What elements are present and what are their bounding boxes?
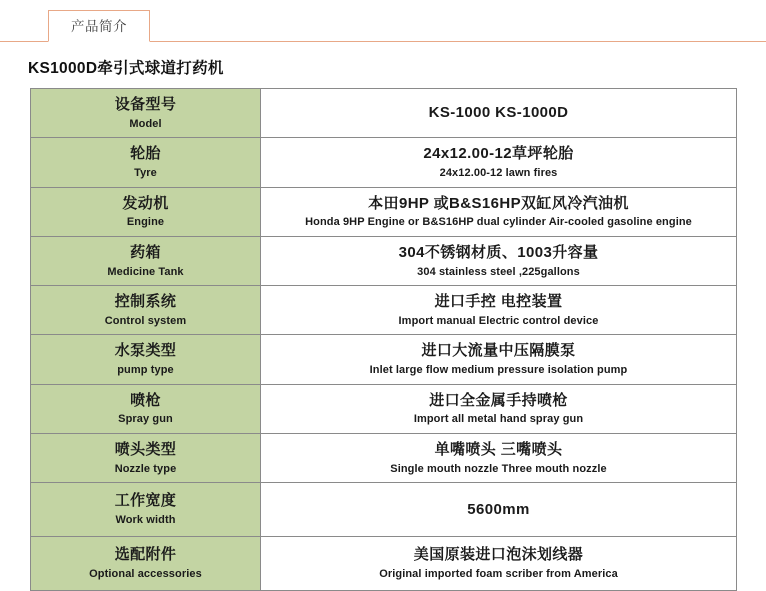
label-cn: 药箱 [130, 243, 161, 261]
label-cn: 选配附件 [114, 546, 177, 564]
label-en: pump type [117, 364, 174, 376]
label-en: Tyre [134, 167, 157, 179]
label-en: Work width [115, 514, 176, 527]
spec-value-cell [261, 187, 737, 236]
specification-table [30, 88, 737, 591]
table-row [31, 89, 737, 138]
spec-label-cell [31, 335, 261, 384]
tab-product-intro[interactable] [48, 10, 150, 42]
spec-label-cell [31, 384, 261, 433]
spec-value-cell [261, 236, 737, 285]
label-cn: 轮胎 [130, 145, 161, 163]
spec-label-cell [31, 537, 261, 591]
label-en: Engine [126, 216, 165, 229]
table-row [31, 187, 737, 236]
label-cn: 喷枪 [130, 391, 161, 409]
table-row [31, 384, 737, 433]
value-cn: 进口大流量中压隔膜泵 [421, 342, 576, 360]
spec-label-cell [31, 236, 261, 285]
value-en: 24x12.00-12 lawn fires [439, 167, 558, 179]
label-en: Medicine Tank [107, 265, 184, 278]
value-en: Inlet large flow medium pressure isolation pump [369, 364, 628, 376]
spec-label-cell [31, 286, 261, 335]
value-en: 304 stainless steel ,225gallons [417, 265, 580, 278]
spec-label-cell [31, 187, 261, 236]
table-row [31, 236, 737, 285]
label-cn: 发动机 [122, 194, 169, 212]
value-cn: 进口手控 电控装置 [434, 293, 563, 310]
table-row [31, 138, 737, 187]
spec-value-cell [261, 483, 737, 537]
table-row [31, 537, 737, 591]
label-cn: 水泵类型 [114, 342, 177, 360]
label-en: Model [129, 117, 162, 130]
label-en: Control system [104, 314, 187, 327]
spec-label-cell [31, 138, 261, 187]
spec-label-cell [31, 433, 261, 482]
label-cn: 设备型号 [114, 96, 177, 113]
tab-bar [0, 0, 766, 42]
spec-value-cell [261, 286, 737, 335]
value-cn: 美国原装进口泡沫划线器 [413, 546, 584, 564]
value-cn: 本田9HP 或B&S16HP双缸风冷汽油机 [368, 194, 629, 212]
label-en: Spray gun [118, 413, 173, 426]
value-en: Original imported foam scriber from America [379, 568, 618, 581]
page-title: KS1000D牵引式球道打药机 [28, 60, 224, 77]
value-cn: 单嘴喷头 三嘴喷头 [434, 440, 563, 458]
label-en: Nozzle type [114, 462, 177, 475]
spec-label-cell [31, 89, 261, 138]
value-cn: 304不锈钢材质、1003升容量 [398, 243, 599, 261]
table-row [31, 286, 737, 335]
value-en: Import manual Electric control device [398, 314, 599, 327]
label-en: Optional accessories [89, 568, 202, 581]
value-cn: 进口全金属手持喷枪 [429, 391, 568, 409]
spec-value-cell [261, 433, 737, 482]
spec-value-cell [261, 537, 737, 591]
label-cn: 工作宽度 [114, 492, 177, 510]
table-row [31, 483, 737, 537]
spec-value-cell [261, 89, 737, 138]
spec-value-cell [261, 138, 737, 187]
tab-label: 产品简介 [71, 19, 127, 34]
value-en: Import all metal hand spray gun [413, 413, 584, 426]
value-cn: 24x12.00-12草坪轮胎 [423, 145, 574, 163]
value-en: Single mouth nozzle Three mouth nozzle [390, 462, 607, 475]
value-cn: 5600mm [467, 500, 530, 518]
label-cn: 控制系统 [114, 293, 177, 310]
value-cn: KS-1000 KS-1000D [428, 104, 569, 122]
spec-value-cell [261, 335, 737, 384]
label-cn: 喷头类型 [114, 440, 177, 458]
table-row [31, 335, 737, 384]
spec-label-cell [31, 483, 261, 537]
table-row [31, 433, 737, 482]
table-body [31, 89, 737, 591]
spec-value-cell [261, 384, 737, 433]
value-en: Honda 9HP Engine or B&S16HP dual cylinder Air-cooled gasoline engine [305, 216, 692, 229]
